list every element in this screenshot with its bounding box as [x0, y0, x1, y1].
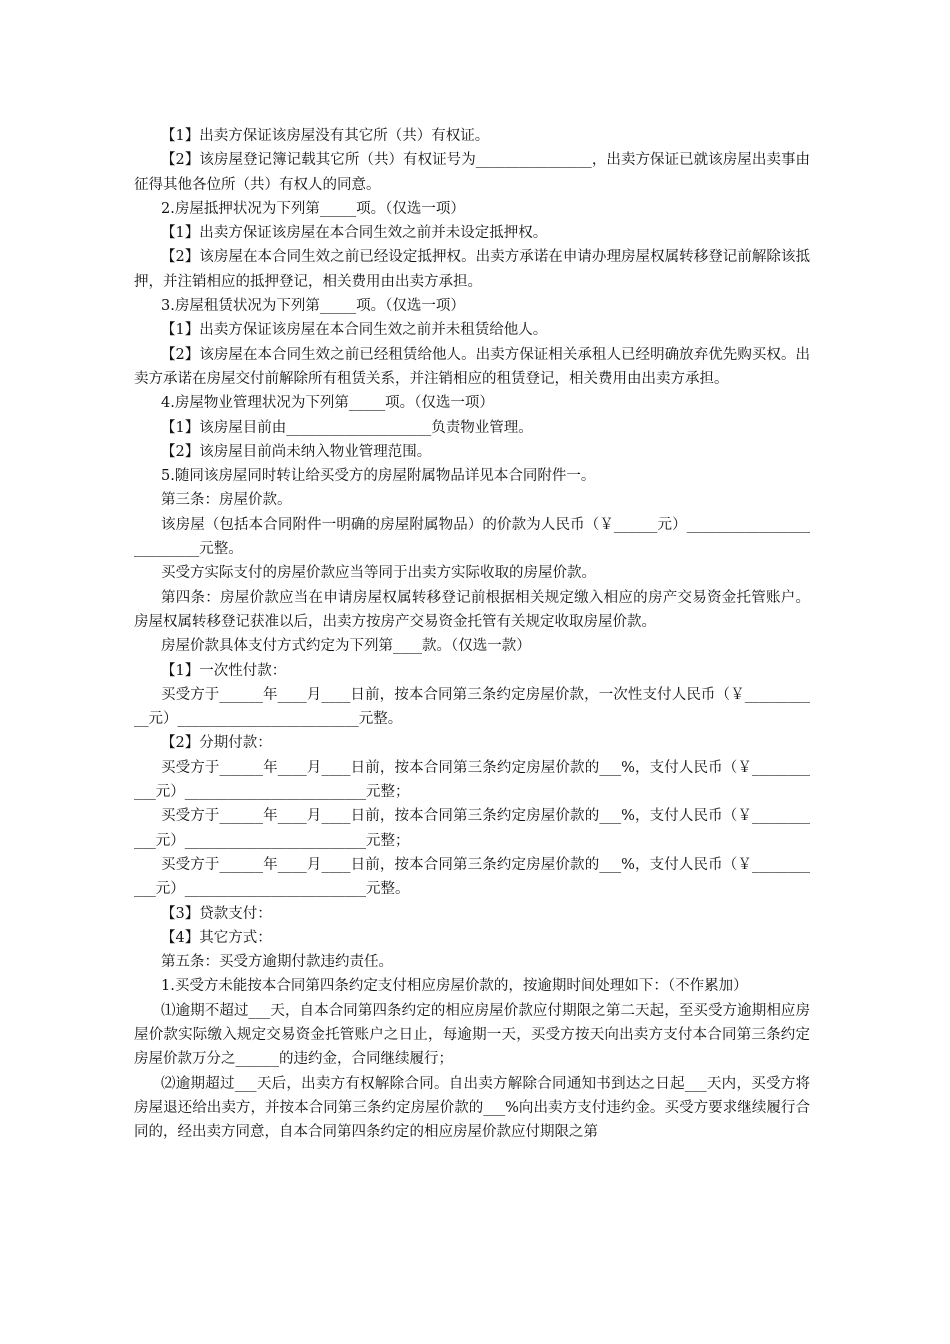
- contract-paragraph: 第四条：房屋价款应当在申请房屋权属转移登记前根据相关规定缴入相应的房产交易资金托管账户。房屋权属转移登记获准以后，出卖方按房产交易资金托管有关规定收取房屋价款。: [134, 589, 810, 630]
- contract-paragraph: 【1】该房屋目前由____________________负责物业管理。: [161, 419, 533, 436]
- contract-paragraph: 该房屋（包括本合同附件一明确的房屋附属物品）的价款为人民币（￥______元）__________________________元整。: [134, 516, 810, 558]
- contract-paragraph: 2.房屋抵押状况为下列第_____项。（仅选一项）: [161, 200, 465, 217]
- contract-paragraph: 4.房屋物业管理状况为下列第_____项。（仅选一项）: [161, 395, 494, 412]
- contract-paragraph: ⑵逾期超过___天后，出卖方有权解除合同。自出卖方解除合同通知书到达之日起___天内，买受方将房屋退还给出卖方，并按本合同第三条约定房屋价款的___%向出卖方支付违约金。买受方要求继续履行合同的，经出卖方同意，自本合同第四条约定的相应房屋价款应付期限之第: [134, 1075, 810, 1141]
- contract-paragraph: 【1】出卖方保证该房屋在本合同生效之前并未租赁给他人。: [161, 322, 548, 339]
- contract-paragraph: 【1】出卖方保证该房屋在本合同生效之前并未设定抵押权。: [161, 225, 548, 242]
- contract-paragraph: 【2】该房屋在本合同生效之前已经租赁给他人。出卖方保证相关承租人已经明确放弃优先购买权。出卖方承诺在房屋交付前解除所有租赁关系，并注销相应的租赁登记，相关费用由出卖方承担。: [134, 346, 810, 387]
- contract-paragraph: 买受方于______年____月____日前，按本合同第三条约定房屋价款的___%，支付人民币（￥___________元）_________________________元整。: [134, 856, 810, 898]
- contract-paragraph: 【2】该房屋在本合同生效之前已经设定抵押权。出卖方承诺在申请办理房屋权属转移登记前解除该抵押，并注销相应的抵押登记，相关费用由出卖方承担。: [134, 249, 810, 290]
- contract-paragraph: 【2】该房屋登记簿记载其它所（共）有权证号为________________，出卖方保证已就该房屋出卖事由征得其他各位所（共）有权人的同意。: [134, 152, 810, 193]
- contract-paragraph: 3.房屋租赁状况为下列第_____项。（仅选一项）: [161, 298, 465, 315]
- contract-paragraph: 【4】其它方式：: [161, 929, 272, 946]
- contract-paragraph: 买受方实际支付的房屋价款应当等同于出卖方实际收取的房屋价款。: [161, 565, 596, 582]
- contract-paragraph: 5.随同该房屋同时转让给买受方的房屋附属物品详见本合同附件一。: [161, 468, 596, 485]
- contract-paragraph: 【2】该房屋目前尚未纳入物业管理范围。: [161, 443, 432, 460]
- contract-paragraph: 买受方于______年____月____日前，按本合同第三条约定房屋价款的___%，支付人民币（￥___________元）_________________________元整；: [134, 808, 810, 849]
- contract-paragraph: 买受方于______年____月____日前，按本合同第三条约定房屋价款，一次性支付人民币（￥___________元）_________________________元整。: [134, 686, 810, 728]
- contract-paragraph: 房屋价款具体支付方式约定为下列第____款。（仅选一款）: [161, 638, 531, 655]
- contract-paragraph: ⑴逾期不超过___天，自本合同第四条约定的相应房屋价款应付期限之第二天起，至买受方逾期相应房屋价款实际缴入规定交易资金托管账户之日止，每逾期一天，买受方按天向出卖方支付本合同第三条约定房屋价款万分之______的违约金，合同继续履行；: [134, 1002, 810, 1068]
- contract-paragraph: 买受方于______年____月____日前，按本合同第三条约定房屋价款的___%，支付人民币（￥___________元）_________________________元整；: [134, 759, 810, 801]
- contract-paragraph: 第三条：房屋价款。: [161, 492, 292, 509]
- contract-paragraph: 【3】贷款支付：: [161, 905, 272, 922]
- contract-paragraph: 【1】一次性付款：: [161, 662, 287, 679]
- contract-paragraph: 【2】分期付款：: [161, 735, 272, 752]
- contract-body: [134, 124, 810, 1144]
- contract-paragraph: 第五条：买受方逾期付款违约责任。: [161, 954, 393, 971]
- contract-paragraph: 【1】出卖方保证该房屋没有其它所（共）有权证。: [161, 128, 490, 144]
- contract-paragraph: 1.买受方未能按本合同第四条约定支付相应房屋价款的，按逾期时间处理如下：（不作累加）: [161, 978, 748, 995]
